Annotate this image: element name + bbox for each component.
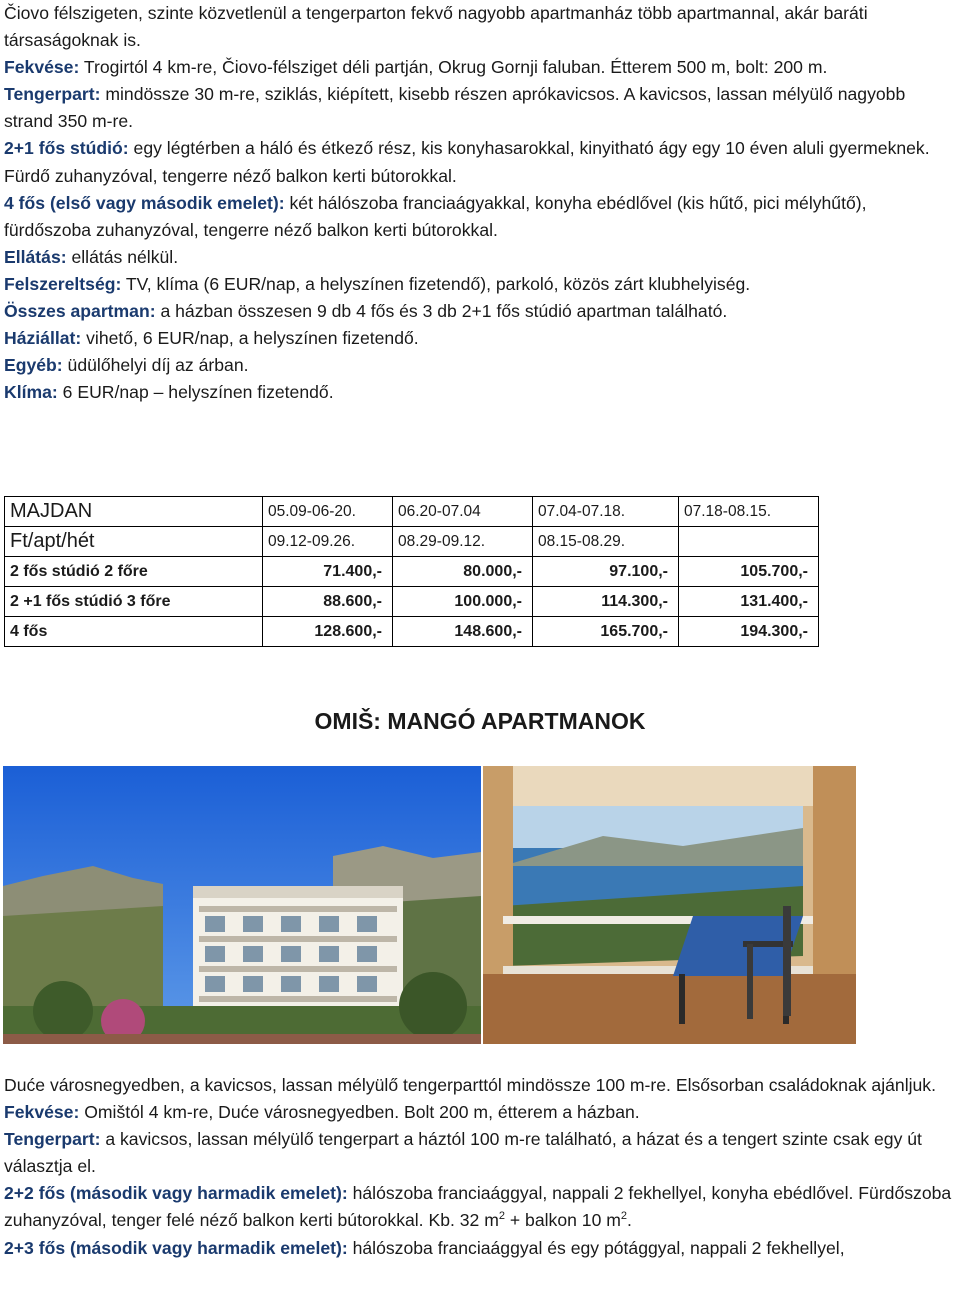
section-title: OMIŠ: MANGÓ APARTMANOK [314, 708, 646, 734]
studio-text: egy légtérben a háló és étkező rész, kis konyhasarokkal, kinyitható ágy egy 10 éven aluli gyermeknek. Fürdő zuhanyzóval, tengerre néző balkon kerti bútorokkal. [4, 138, 930, 186]
studio-label: 2+1 fős stúdió: [4, 138, 129, 159]
price-cell: 194.300,- [679, 617, 819, 647]
apartment-2-2-text-end: . [627, 1210, 632, 1231]
table-row [5, 557, 819, 587]
table-header-majdan: MAJDAN [5, 497, 263, 527]
price-cell: 165.700,- [533, 617, 679, 647]
intro-section [4, 0, 956, 406]
other-text: üdülőhelyi díj az árban. [62, 355, 249, 376]
equipment-paragraph [4, 271, 956, 298]
board-text: ellátás nélkül. [66, 246, 179, 267]
table-row [5, 617, 819, 647]
period-cell: 09.12-09.26. [263, 527, 393, 557]
apartment-2-2-label: 2+2 fős (második vagy harmadik emelet): [4, 1183, 348, 1204]
table-row [5, 587, 819, 617]
superscript: 2 [620, 1210, 628, 1223]
beach-paragraph [4, 81, 956, 135]
price-cell: 97.100,- [533, 557, 679, 587]
apartment-2-3-paragraph [4, 1235, 956, 1262]
other-paragraph [4, 352, 956, 379]
all-apartments-label: Összes apartman: [4, 301, 156, 322]
price-cell: 100.000,- [393, 587, 533, 617]
price-table [4, 496, 819, 647]
row-label: 2 +1 fős stúdió 3 főre [5, 587, 263, 617]
period-cell: 08.29-09.12. [393, 527, 533, 557]
building-photo [3, 766, 481, 1044]
location-label: Fekvése: [4, 57, 80, 78]
mango-location-label: Fekvése: [4, 1102, 80, 1123]
period-cell: 08.15-08.29. [533, 527, 679, 557]
board-label: Ellátás: [4, 246, 67, 267]
board-paragraph [4, 244, 956, 271]
pets-paragraph [4, 325, 956, 352]
mango-section [4, 1072, 956, 1262]
balcony-photo [483, 766, 856, 1044]
apartment-2-2-text-mid: + balkon 10 m [505, 1210, 621, 1231]
period-cell: 07.04-07.18. [533, 497, 679, 527]
period-cell: 05.09-06-20. [263, 497, 393, 527]
four-person-label: 4 fős (első vagy második emelet): [4, 192, 285, 213]
beach-label: Tengerpart: [4, 84, 101, 105]
price-cell: 71.400,- [263, 557, 393, 587]
period-cell: 06.20-07.04 [393, 497, 533, 527]
aircon-text: 6 EUR/nap – helyszínen fizetendő. [57, 382, 334, 403]
equipment-label: Felszereltség: [4, 273, 122, 294]
period-cell: 07.18-08.15. [679, 497, 819, 527]
apartment-2-3-label: 2+3 fős (második vagy harmadik emelet): [4, 1237, 348, 1258]
other-label: Egyéb: [4, 355, 63, 376]
price-cell: 105.700,- [679, 557, 819, 587]
mango-beach-label: Tengerpart: [4, 1129, 101, 1150]
price-cell: 148.600,- [393, 617, 533, 647]
apartment-2-2-text: hálószoba franciaággyal, nappali 2 fekhellyel, konyha ebédlővel. Fürdőszoba zuhanyzóval, tenger felé néző balkon kerti bútorokkal. Kb. 32 m [4, 1183, 952, 1231]
price-cell: 128.600,- [263, 617, 393, 647]
mango-location-text: Omištól 4 km-re, Duće városnegyedben. Bolt 200 m, étterem a házban. [79, 1102, 640, 1123]
location-paragraph [4, 54, 956, 81]
aircon-paragraph [4, 379, 956, 406]
price-table-header-row-1 [5, 497, 819, 527]
apartment-2-3-text: hálószoba franciaággyal és egy pótággyal, nappali 2 fekhellyel, [347, 1237, 845, 1258]
price-cell: 88.600,- [263, 587, 393, 617]
table-header-unit: Ft/apt/hét [5, 527, 263, 557]
mango-beach-paragraph [4, 1126, 956, 1180]
row-label: 2 fős stúdió 2 főre [5, 557, 263, 587]
aircon-label: Klíma: [4, 382, 58, 403]
price-cell: 131.400,- [679, 587, 819, 617]
superscript: 2 [498, 1210, 505, 1223]
price-table-header-row-2 [5, 527, 819, 557]
location-text: Trogirtól 4 km-re, Čiovo-félsziget déli partján, Okrug Gornji faluban. Étterem 500 m, bolt: 200 m. [79, 57, 828, 78]
mango-intro-text: Duće városnegyedben, a kavicsos, lassan mélyülő tengerparttól mindössze 100 m-re. Elsősorban családoknak ajánljuk. [4, 1075, 936, 1095]
pets-label: Háziállat: [4, 328, 82, 349]
pets-text: vihető, 6 EUR/nap, a helyszínen fizetendő. [81, 328, 419, 349]
mango-beach-text: a kavicsos, lassan mélyülő tengerpart a háztól 100 m-re található, a házat és a tengert szinte csak egy út választja el. [4, 1129, 922, 1177]
apartment-2-2-paragraph [4, 1180, 956, 1234]
four-person-text: két hálószoba franciaágyakkal, konyha ebédlővel (kis hűtő, pici mélyhűtő), fürdőszoba zuhanyzóval, tengerre néző balkon kerti bútorokkal. [4, 192, 867, 240]
beach-text: mindössze 30 m-re, sziklás, kiépített, kisebb részen aprókavicsos. A kavicsos, lassan mélyülő nagyobb strand 350 m-re. [4, 84, 906, 132]
four-person-paragraph [4, 190, 956, 244]
all-apartments-text: a házban összesen 9 db 4 fős és 3 db 2+1 fős stúdió apartman található. [155, 301, 728, 322]
row-label: 4 fős [5, 617, 263, 647]
studio-paragraph [4, 135, 956, 189]
price-cell: 80.000,- [393, 557, 533, 587]
price-cell: 114.300,- [533, 587, 679, 617]
all-apartments-paragraph [4, 298, 956, 325]
period-cell [679, 527, 819, 557]
mango-location-paragraph [4, 1099, 956, 1126]
intro-text: Čiovo félszigeten, szinte közvetlenül a tengerparton fekvő nagyobb apartmanház több apartmannal, akár baráti társaságoknak is. [4, 3, 868, 51]
equipment-text: TV, klíma (6 EUR/nap, a helyszínen fizetendő), parkoló, közös zárt klubhelyiség. [121, 273, 751, 294]
